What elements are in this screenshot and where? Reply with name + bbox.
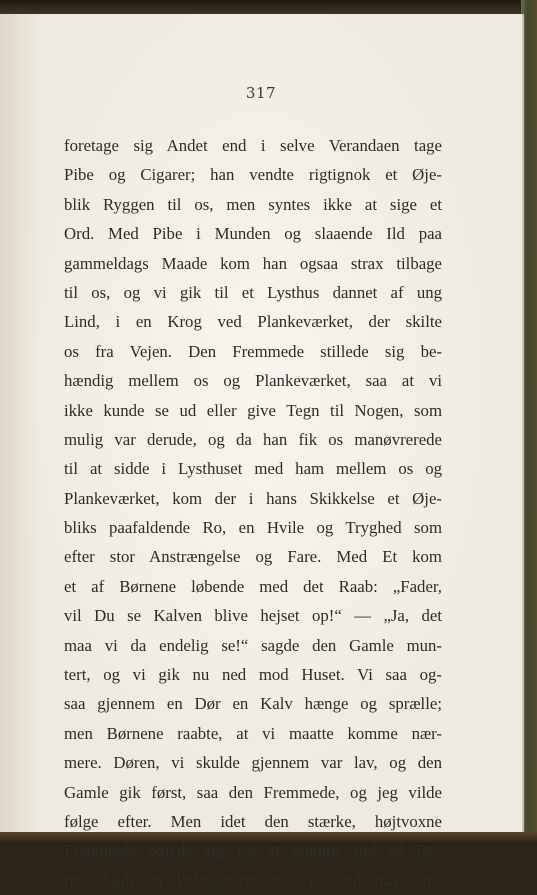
text-line: Pibe og Cigarer; han vendte rigtignok et Øje- [64,165,442,185]
book-page [0,14,524,890]
text-line: Ord. Med Pibe i Munden og slaaende Ild paa [64,224,442,244]
text-line: os fra Vejen. Den Fremmede stillede sig be- [64,341,442,361]
text-line: men Børnene raabte, at vi maatte komme nær- [64,723,442,743]
text-line: saa gjennem en Dør en Kalv hænge og sprælle; [64,694,442,714]
text-line: blik Ryggen til os, men syntes ikke at sige et [64,194,442,214]
text-line: mere. Døren, vi skulde gjennem var lav, og den [64,753,442,773]
text-line: foretage sig Andet end i selve Verandaen tage [64,136,442,155]
text-line: følge efter. Men idet den stærke, højtvoxne [64,811,442,831]
text-line: tert, og vi gik nu ned mod Huset. Vi saa og- [64,665,442,685]
text-line: vil Du se Kalven blive hejset op!“ — „Ja, det [64,606,442,626]
text-line: ren, faldt en Politibetjent ned og red paa hans [64,870,442,890]
text-line: Lind, i en Krog ved Plankeværket, der skilte [64,312,442,332]
text-line: et af Børnene løbende med det Raab: „Fader, [64,576,442,596]
text-line: hændig mellem os og Plankeværket, saa at vi [64,371,442,391]
text-line: til at sidde i Lysthuset med ham mellem os og [64,459,442,479]
text-line: bliks paafaldende Ro, en Hvile og Tryghed som [64,518,442,538]
text-line: mulig var derude, og da han fik os manøvrerede [64,429,442,449]
text-line: ikke kunde se ud eller give Tegn til Nogen, som [64,400,442,420]
page-number: 317 [245,84,277,102]
text-line: maa vi da endelig se!“ sagde den Gamle mun- [64,635,442,655]
text-line: gammeldags Maade kom han ogsaa strax tilbage [64,253,442,273]
text-line: Plankeværket, kom der i hans Skikkelse et Øje- [64,488,442,508]
text-line: Fremmede bøjede sig for at komme ind ad Dø- [64,841,442,861]
page-body-text [64,131,442,895]
text-line: Gamle gik først, saa den Fremmede, og jeg vilde [64,782,442,802]
text-line: til os, og vi gik til et Lysthus dannet af ung [64,282,442,302]
text-line: efter stor Anstrængelse og Fare. Med Et kom [64,547,442,567]
